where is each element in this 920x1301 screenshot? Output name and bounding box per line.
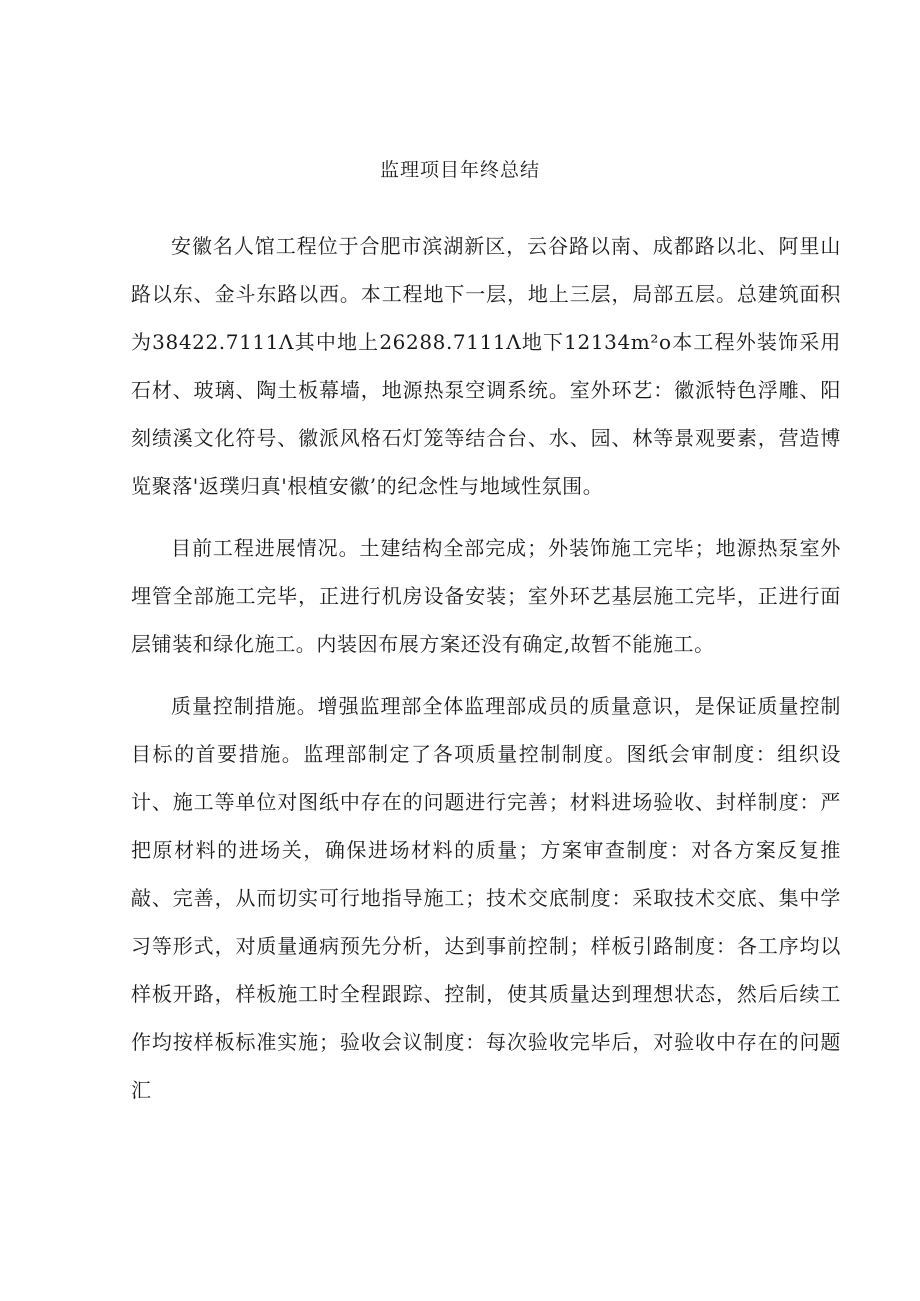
paragraph-project-overview: 安徽名人馆工程位于合肥市滨湖新区，云谷路以南、成都路以北、阿里山路以东、金斗东路以西。本工程地下一层，地上三层，局部五层。总建筑面积为38422.7111Λ其中地上26288.7111Λ地下12134m²o本工程外装饰采用石材、玻璃、陶土板幕墙，地源热泵空调系统。室外环艺：徽派特色浮雕、阳刻绩溪文化符号、徽派风格石灯笼等结合台、水、园、林等景观要素，营造博览聚落'返璞归真'根植安徽’的纪念性与地域性氛围。 [131,234,841,498]
document-title: 监理项目年终总结 [379,159,540,181]
document-body [131,222,841,1128]
paragraph-quality-control: 质量控制措施。增强监理部全体监理部成员的质量意识，是保证质量控制目标的首要措施。监理部制定了各项质量控制制度。图纸会审制度：组织设计、施工等单位对图纸中存在的问题进行完善；材料进场验收、封样制度：严把原材料的进场关，确保进场材料的质量；方案审查制度：对各方案反复推敲、完善，从而切实可行地指导施工；技术交底制度：采取技术交底、集中学习等形式，对质量通病预先分析，达到事前控制；样板引路制度：各工序均以样板开路，样板施工时全程跟踪、控制，使其质量达到理想状态，然后后续工作均按样板标准实施；验收会议制度：每次验收完毕后，对验收中存在的问题汇 [131,694,841,1102]
paragraph-progress: 目前工程进展情况。土建结构全部完成；外装饰施工完毕；地源热泵室外埋管全部施工完毕，正进行机房设备安装；室外环艺基层施工完毕，正进行面层铺装和绿化施工。内装因布展方案还没有确定,故暂不能施工。 [131,536,841,656]
